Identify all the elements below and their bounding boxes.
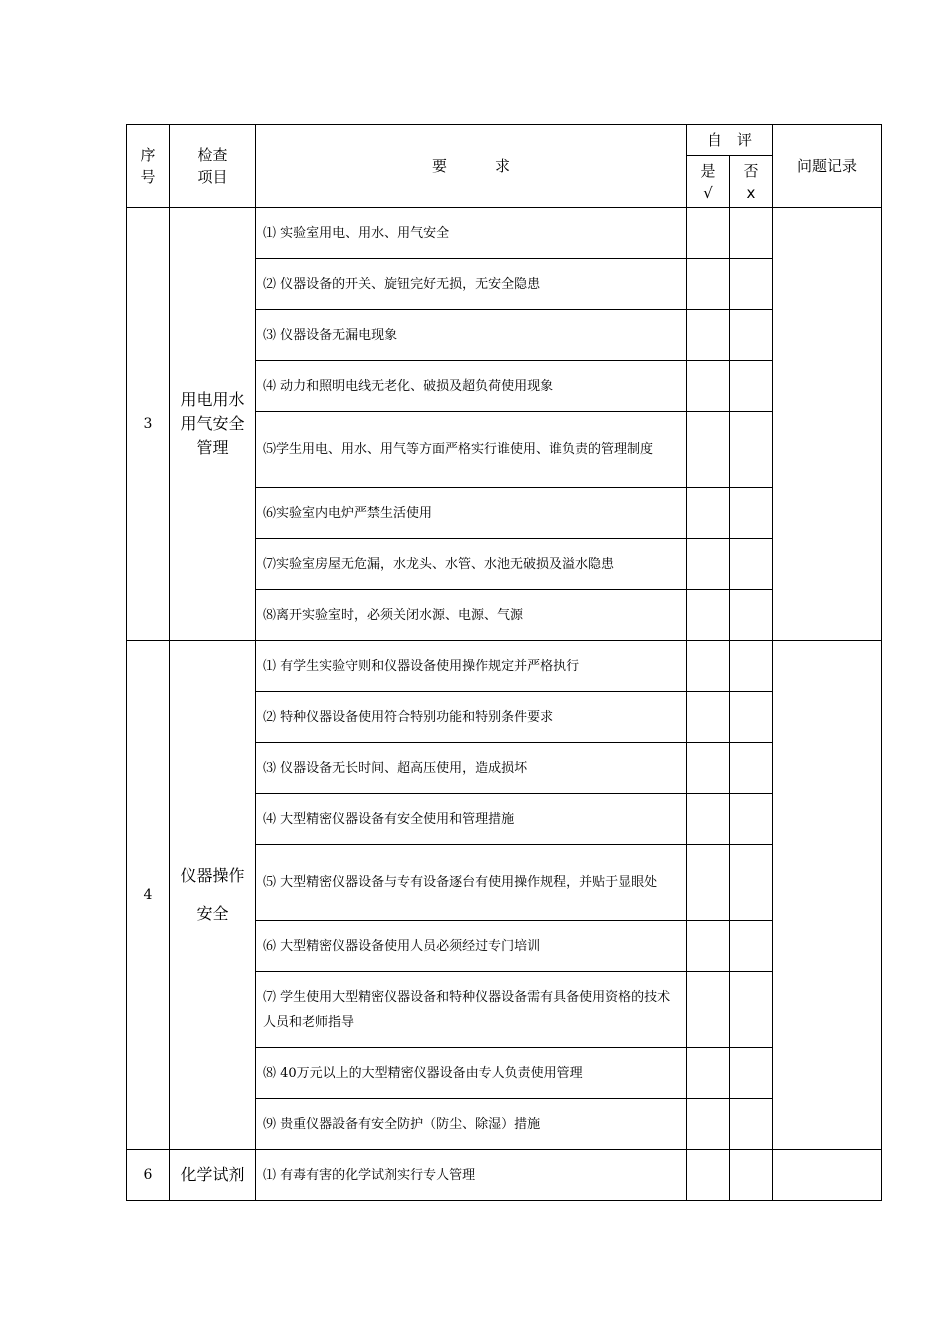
self-eval-yes-cell[interactable]	[687, 743, 730, 794]
header-seq-label: 序 号	[140, 146, 156, 186]
self-eval-no-cell[interactable]	[730, 488, 773, 539]
row-seq: 3	[127, 208, 170, 641]
self-eval-no-cell[interactable]	[730, 208, 773, 259]
row-item: 仪器操作 安全	[170, 641, 256, 1150]
requirement-text: ⑵ 仪器设备的开关、旋钮完好无损，无安全隐患	[256, 259, 687, 310]
header-yes-label: 是 √	[700, 161, 716, 202]
row-seq: 4	[127, 641, 170, 1150]
requirement-text: ⑼ 贵重仪器設备有安全防护（防尘、除湿）措施	[256, 1099, 687, 1150]
self-eval-yes-cell[interactable]	[687, 539, 730, 590]
requirement-text: ⑺ 学生使用大型精密仪器设备和特种仪器设备需有具备使用资格的技术人员和老师指导	[256, 972, 687, 1048]
header-req-char-2: 求	[495, 157, 511, 175]
self-eval-no-cell[interactable]	[730, 641, 773, 692]
requirement-text: ⑹实验室内电炉严禁生活使用	[256, 488, 687, 539]
header-seq	[127, 125, 170, 208]
row-item: 用电用水 用气安全 管理	[170, 208, 256, 641]
requirement-text: ⑶ 仪器设备无长时间、超高压使用，造成损坏	[256, 743, 687, 794]
self-eval-no-cell[interactable]	[730, 412, 773, 488]
requirement-text: ⑸ 大型精密仪器设备与专有设备逐台有使用操作规程，并贴于显眼处	[256, 845, 687, 921]
problem-note-cell[interactable]	[773, 208, 882, 641]
row-seq: 6	[127, 1150, 170, 1201]
self-eval-yes-cell[interactable]	[687, 361, 730, 412]
self-eval-no-cell[interactable]	[730, 972, 773, 1048]
self-eval-yes-cell[interactable]	[687, 590, 730, 641]
self-eval-no-cell[interactable]	[730, 259, 773, 310]
self-eval-yes-cell[interactable]	[687, 845, 730, 921]
self-eval-no-cell[interactable]	[730, 361, 773, 412]
table-row	[127, 208, 882, 259]
table-row	[127, 1150, 882, 1201]
requirement-text: ⑴ 有学生实验守则和仪器设备使用操作规定并严格执行	[256, 641, 687, 692]
self-eval-no-cell[interactable]	[730, 590, 773, 641]
requirement-text: ⑸学生用电、用水、用气等方面严格实行谁使用、谁负责的管理制度	[256, 412, 687, 488]
header-yes	[687, 156, 730, 208]
requirement-text: ⑷ 大型精密仪器设备有安全使用和管理措施	[256, 794, 687, 845]
self-eval-yes-cell[interactable]	[687, 1099, 730, 1150]
self-eval-yes-cell[interactable]	[687, 310, 730, 361]
self-eval-yes-cell[interactable]	[687, 488, 730, 539]
self-eval-no-cell[interactable]	[730, 1150, 773, 1201]
requirement-text: ⑴ 有毒有害的化学试剂实行专人管理	[256, 1150, 687, 1201]
self-eval-no-cell[interactable]	[730, 310, 773, 361]
requirement-text: ⑻ 40万元以上的大型精密仪器设备由专人负责使用管理	[256, 1048, 687, 1099]
requirement-text: ⑷ 动力和照明电线无老化、破损及超负荷使用现象	[256, 361, 687, 412]
self-eval-yes-cell[interactable]	[687, 921, 730, 972]
self-eval-yes-cell[interactable]	[687, 1150, 730, 1201]
requirement-text: ⑻离开实验室时，必须关闭水源、电源、气源	[256, 590, 687, 641]
self-eval-yes-cell[interactable]	[687, 1048, 730, 1099]
self-eval-no-cell[interactable]	[730, 743, 773, 794]
table-row	[127, 641, 882, 692]
requirement-text: ⑺实验室房屋无危漏，水龙头、水管、水池无破损及溢水隐患	[256, 539, 687, 590]
self-eval-yes-cell[interactable]	[687, 794, 730, 845]
header-note-label: 问题记录	[796, 157, 857, 175]
self-eval-no-cell[interactable]	[730, 1048, 773, 1099]
header-item	[170, 125, 256, 208]
problem-note-cell[interactable]	[773, 1150, 882, 1201]
self-eval-no-cell[interactable]	[730, 794, 773, 845]
self-eval-yes-cell[interactable]	[687, 412, 730, 488]
self-eval-yes-cell[interactable]	[687, 692, 730, 743]
header-no-label: 否 x	[743, 161, 759, 202]
header-no	[730, 156, 773, 208]
requirement-text: ⑶ 仪器设备无漏电现象	[256, 310, 687, 361]
self-eval-yes-cell[interactable]	[687, 259, 730, 310]
table-body	[127, 208, 882, 1201]
self-eval-no-cell[interactable]	[730, 921, 773, 972]
problem-note-cell[interactable]	[773, 641, 882, 1150]
header-self-eval	[687, 125, 773, 156]
self-eval-yes-cell[interactable]	[687, 208, 730, 259]
header-self-eval-label: 自 评	[706, 131, 752, 149]
requirement-text: ⑴ 实验室用电、用水、用气安全	[256, 208, 687, 259]
self-eval-no-cell[interactable]	[730, 692, 773, 743]
self-eval-yes-cell[interactable]	[687, 641, 730, 692]
inspection-table	[126, 124, 882, 1201]
self-eval-no-cell[interactable]	[730, 1099, 773, 1150]
header-req-char-1: 要	[431, 157, 447, 175]
self-eval-no-cell[interactable]	[730, 539, 773, 590]
requirement-text: ⑹ 大型精密仪器设备使用人员必须经过专门培训	[256, 921, 687, 972]
header-note	[773, 125, 882, 208]
header-requirement	[256, 125, 687, 208]
self-eval-no-cell[interactable]	[730, 845, 773, 921]
requirement-text: ⑵ 特种仪器设备使用符合特别功能和特别条件要求	[256, 692, 687, 743]
row-item: 化学试剂	[170, 1150, 256, 1201]
header-item-label: 检查 项目	[197, 146, 228, 186]
self-eval-yes-cell[interactable]	[687, 972, 730, 1048]
